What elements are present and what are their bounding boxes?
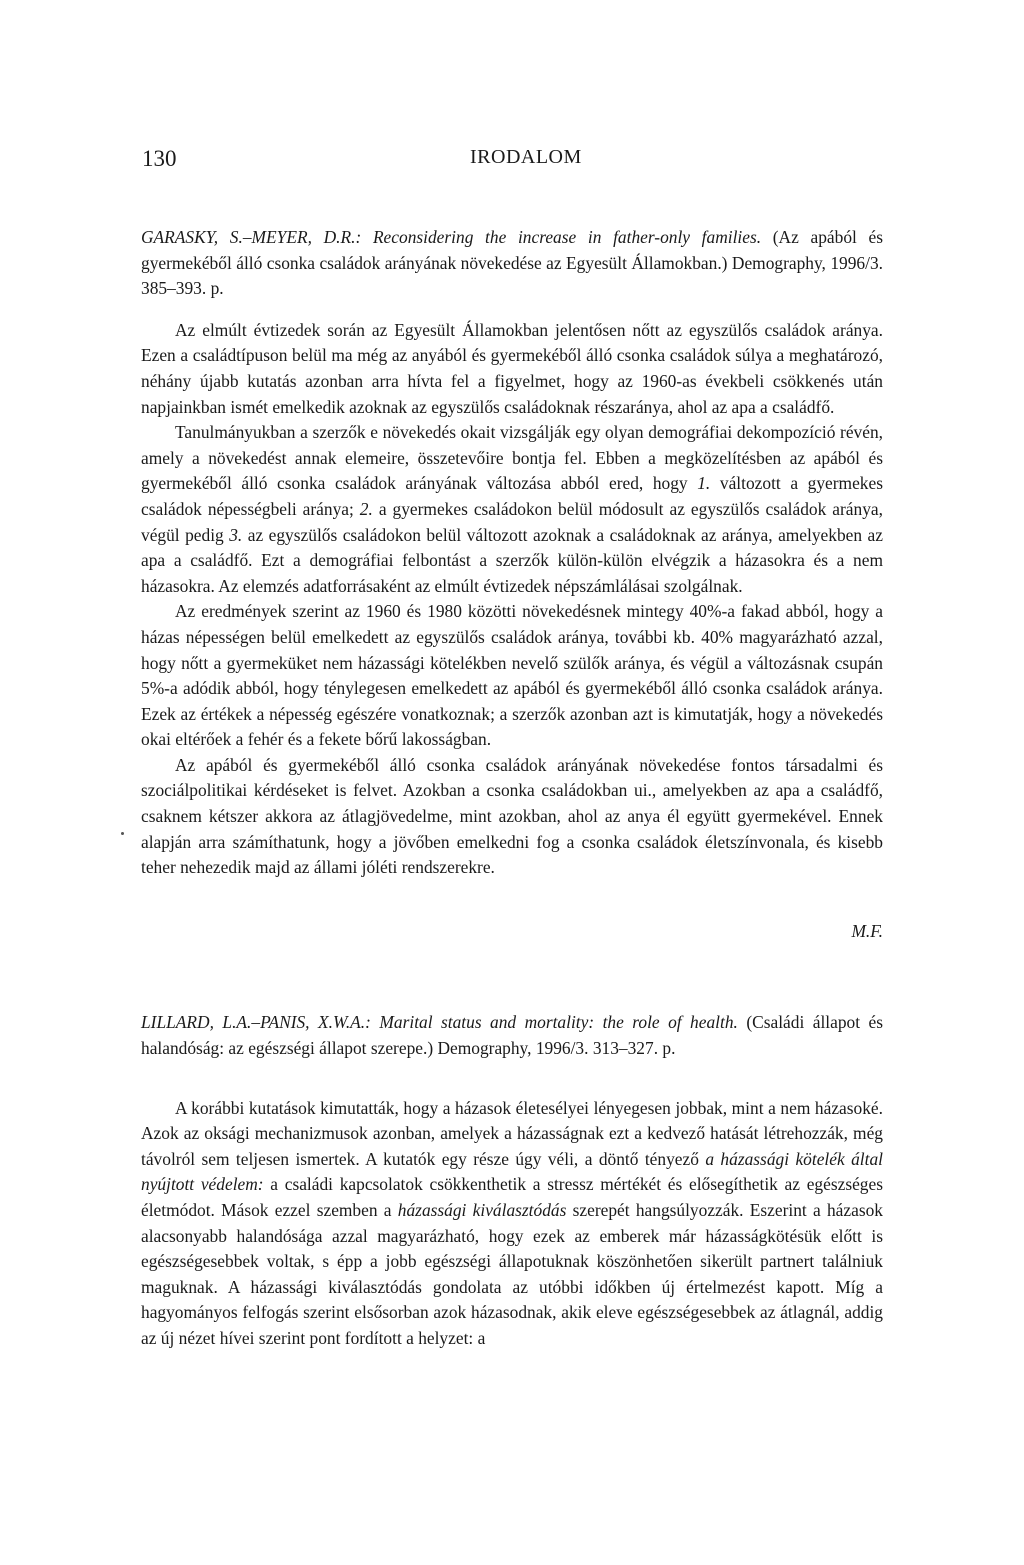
margin-mark <box>121 832 124 835</box>
review-paragraph: Tanulmányukban a szerzők e növekedés okait vizsgálják egy olyan demográfiai dekompozíció révén, amely a növekedést annak elemeire, összetevőire bontja fel. Ebben a megközelítésben az apából és gyermekéből álló csonka családok arányának változása abból ered, hogy 1. változott a gyermekes családok népességbeli aránya; 2. a gyermekes családokon belül módosult az egyszülős családok aránya, végül pedig 3. az egyszülős családokon belül változott azoknak a családoknak az aránya, amelyekben az apa a családfő. Ezt a demográfiai felbontást a szerzők külön-külön elvégzik a házasokra és a nem házasokra. Az elemzés adatforrásaként az elmúlt évtizedek népszámlálásai szolgálnak. <box>141 422 883 596</box>
citation-title: Reconsidering the increase in father-only families. <box>372 227 762 247</box>
bibliographic-citation <box>141 225 883 302</box>
citation-details: (Családi állapot és halandóság: az egészségi állapot szerepe.) Demography, 1996/3. 313–327. p. <box>141 1012 883 1059</box>
review-paragraph: Az elmúlt évtizedek során az Egyesült Államokban jelentősen nőtt az egyszülős családok aránya. Ezen a családtípuson belül ma még az anyából és gyermekéből álló csonka családok súlya a meghatározó, néhány újabb kutatás azonban arra hívta fel a figyelmet, hogy az 1960-as évekbeli csökkenés után napjainkban ismét emelkedik azoknak az egyszülős családoknak részaránya, ahol az apa a családfő. <box>141 319 883 417</box>
citation-title: Marital status and mortality: the role of health. <box>379 1012 738 1033</box>
review-lillard-panis <box>141 1010 883 1351</box>
running-title: IRODALOM <box>470 146 582 168</box>
bibliographic-citation <box>141 1010 883 1061</box>
citation-details: (Az apából és gyermekéből álló csonka családok arányának növekedése az Egyesült Államokban.) Demography, 1996/3. 385–393. p. <box>141 227 884 299</box>
review-paragraph: A korábbi kutatások kimutatták, hogy a házasok életesélyei lényegesen jobbak, mint a nem házasoké. Azok az oksági mechanizmusok azonban, amelyek a házasságnak ezt a kedvező hatását létrehozzák, még távolról sem teljesen ismertek. A kutatók egy része úgy véli, a döntő tényező a házassági kötelék által nyújtott védelem: a családi kapcsolatok csökkenthetik a stressz mértékét és elősegíthetik az egészséges életmódot. Mások ezzel szemben a házassági kiválasztódás szerepét hangsúlyozzák. Eszerint a házasok alacsonyabb halandósága azzal magyarázható, hogy ezek az emberek már házasságkötésük előtt is egészségesebbek voltak, s épp a jobb egészségi állapotuknak köszönhetően sikerült partnert találniuk maguknak. A házassági kiválasztódás gondolata az utóbbi időkben új értelmezést kapott. Míg a hagyományos felfogás szerint elsősorban azok házasodnak, akik eleve egészségesebbek az átlagnál, addig az új nézet hívei szerint pont fordított a helyzet: a <box>141 1097 883 1348</box>
page-content <box>141 225 883 1352</box>
review-paragraph: Az eredmények szerint az 1960 és 1980 közötti növekedésnek mintegy 40%-a fakad abból, hogy a házas népességen belül emelkedett az egyszülős családok aránya, további kb. 40% magyarázható azzal, hogy nőtt a gyermeküket nem házassági kötelékben nevelő szülők aránya, és végül a változásnak csupán 5%-a adódik abból, hogy ténylegesen emelkedett az apából és gyermekéből álló csonka családok aránya. Ezek az értékek a népesség egészére vonatkoznak; a szerzők azonban azt is kimutatják, hogy a növekedés okai eltérőek a fehér és a fekete bőrű lakosságban. <box>141 601 883 750</box>
citation-authors: LILLARD, L.A.–PANIS, X.W.A.: <box>141 1012 371 1033</box>
review-garasky-meyer <box>141 225 883 944</box>
review-paragraph: Az apából és gyermekéből álló csonka családok arányának növekedése fontos társadalmi és szociálpolitikai kérdéseket is felvet. Azokban a csonka családokban ui., amelyekben az apa a családfő, csaknem kétszer akkora az átlagjövedelme, mint azokban, ahol az anya él együtt gyermekével. Ennek alapján arra számíthatunk, hogy a jövőben emelkedni fog a csonka családok életszínvonala, és kisebb teher nehezedik majd az állami jóléti rendszerekre. <box>141 754 883 878</box>
page-header <box>142 146 882 178</box>
reviewer-signature: M.F. <box>851 920 883 941</box>
citation-authors: GARASKY, S.–MEYER, D.R.: <box>141 227 362 247</box>
page-number: 130 <box>142 146 177 171</box>
